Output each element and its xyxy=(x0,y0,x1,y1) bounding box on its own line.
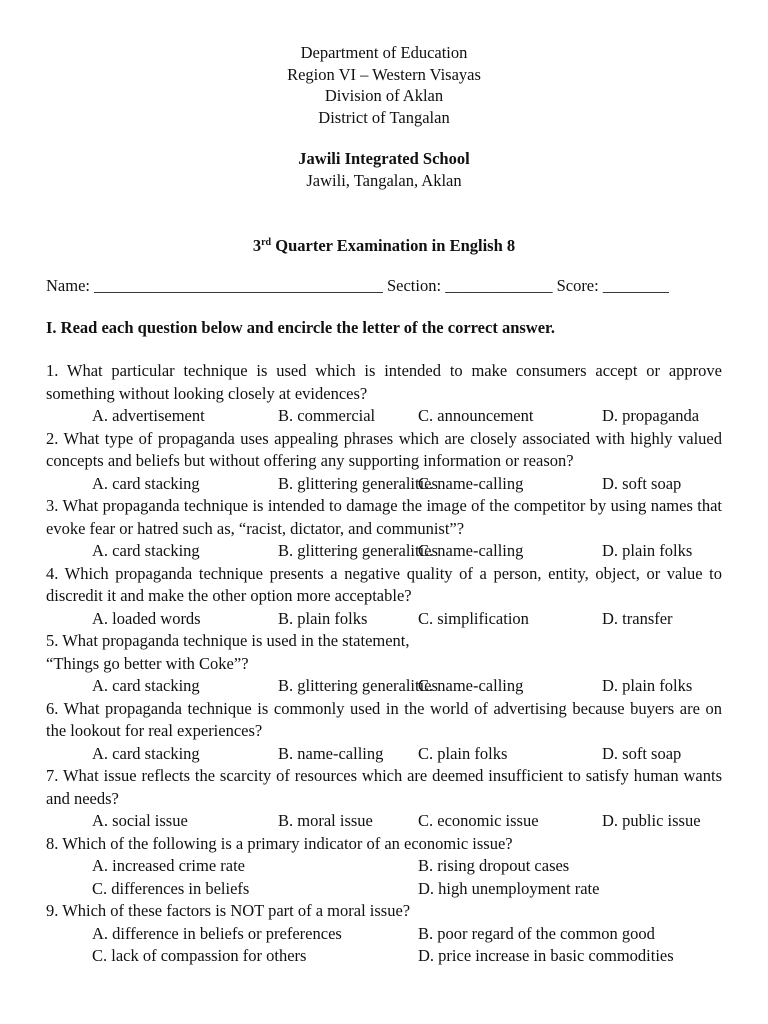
section-label: Section: xyxy=(386,276,442,295)
question-text: 3. What propaganda technique is intended to damage the image of the competitor by using names that evoke fear or hatred such as, “racist, dictator, and communist”? xyxy=(46,496,722,538)
district-name: District of Tangalan xyxy=(318,107,450,127)
answer-option[interactable]: C. name-calling xyxy=(418,541,524,560)
student-info-line xyxy=(46,276,722,296)
division-name: Division of Aklan xyxy=(324,86,444,105)
answer-options-row xyxy=(46,945,722,968)
instruction-text: I. Read each question below and encircle the letter of the correct answer. xyxy=(46,318,555,337)
school-name: Jawili Integrated School xyxy=(298,149,470,168)
answer-option[interactable]: B. poor regard of the common good xyxy=(418,923,655,943)
question-text: 2. What type of propaganda uses appealing phrases which are closely associated with highly valued concepts and beliefs but without offering any supporting information or reason? xyxy=(46,428,722,470)
answer-option[interactable]: A. card stacking xyxy=(92,473,200,493)
answer-option[interactable]: D. price increase in basic commodities xyxy=(418,946,674,965)
answer-option[interactable]: B. plain folks xyxy=(278,608,368,628)
answer-option[interactable]: B. glittering generalities xyxy=(278,473,438,493)
answer-option[interactable]: B. name-calling xyxy=(278,743,384,763)
question-text: 5. What propaganda technique is used in the statement, “Things go better with Coke”? xyxy=(46,631,410,673)
region-name: Region VI – Western Visayas xyxy=(287,64,481,84)
answer-option[interactable]: C. plain folks xyxy=(418,743,508,763)
answer-option[interactable]: C. differences in beliefs xyxy=(92,878,250,898)
question-text: 6. What propaganda technique is commonly used in the world of advertising because buyers are on the lookout for real experiences? xyxy=(46,698,722,740)
answer-options-row xyxy=(46,855,722,878)
answer-option[interactable]: D. transfer xyxy=(602,608,673,628)
question-text: 4. Which propaganda technique presents a negative quality of a person, entity, object, or value to discredit it and make the other option more acceptable? xyxy=(46,563,722,605)
answer-option[interactable]: A. card stacking xyxy=(92,743,200,763)
answer-options-row xyxy=(46,810,722,833)
department-name: Department of Education xyxy=(300,43,468,62)
answer-option[interactable]: A. advertisement xyxy=(92,406,205,425)
answer-options-row xyxy=(46,405,722,428)
exam-title-number: 3 xyxy=(252,236,262,255)
answer-option[interactable]: B. rising dropout cases xyxy=(418,856,570,875)
name-blank[interactable]: ___________________________________ xyxy=(94,276,383,295)
exam-title-text: Quarter Examination in English 8 xyxy=(271,236,516,255)
score-blank[interactable]: ________ xyxy=(602,276,669,295)
answer-option[interactable]: D. propaganda xyxy=(602,406,700,425)
answer-options-row xyxy=(46,743,722,766)
answer-option[interactable]: D. soft soap xyxy=(602,473,682,493)
answer-option[interactable]: C. announcement xyxy=(418,406,534,425)
answer-options-row xyxy=(46,675,722,698)
answer-options-row xyxy=(46,608,722,631)
answer-option[interactable]: C. lack of compassion for others xyxy=(92,946,307,965)
answer-option[interactable]: A. loaded words xyxy=(92,608,201,628)
question-text: 9. Which of these factors is NOT part of a moral issue? xyxy=(46,901,411,920)
score-label: Score: xyxy=(556,276,599,295)
answer-options-row xyxy=(46,878,722,901)
answer-options-row xyxy=(46,923,722,946)
answer-option[interactable]: C. economic issue xyxy=(418,811,539,830)
answer-option[interactable]: C. name-calling xyxy=(418,676,524,695)
school-address: Jawili, Tangalan, Aklan xyxy=(306,170,462,190)
answer-options-row xyxy=(46,473,722,496)
answer-option[interactable]: A. difference in beliefs or preferences xyxy=(92,923,342,943)
question-list xyxy=(46,360,722,968)
question-text: 7. What issue reflects the scarcity of resources which are deemed insufficient to satisfy human wants and needs? xyxy=(46,766,722,808)
name-label: Name: xyxy=(46,276,90,295)
answer-option[interactable]: C. simplification xyxy=(418,608,529,628)
answer-option[interactable]: C. name-calling xyxy=(418,473,524,493)
answer-option[interactable]: B. glittering generalities xyxy=(278,676,438,695)
answer-option[interactable]: B. glittering generalities xyxy=(278,541,438,560)
exam-title-ordinal: rd xyxy=(261,237,272,248)
answer-option[interactable]: A. card stacking xyxy=(92,541,200,560)
answer-option[interactable]: B. commercial xyxy=(278,406,376,425)
answer-option[interactable]: D. plain folks xyxy=(602,541,693,560)
answer-option[interactable]: D. soft soap xyxy=(602,743,682,763)
answer-option[interactable]: A. social issue xyxy=(92,811,188,830)
question-text: 8. Which of the following is a primary indicator of an economic issue? xyxy=(46,833,513,853)
question-text: 1. What particular technique is used which is intended to make consumers accept or approve something without looking closely at evidences? xyxy=(46,361,722,403)
answer-option[interactable]: D. plain folks xyxy=(602,676,693,695)
answer-option[interactable]: A. card stacking xyxy=(92,676,200,695)
exam-title xyxy=(0,236,768,256)
answer-options-row xyxy=(46,540,722,563)
section-blank[interactable]: _____________ xyxy=(445,276,553,295)
answer-option[interactable]: A. increased crime rate xyxy=(92,856,245,875)
document-header xyxy=(0,42,768,191)
answer-option[interactable]: B. moral issue xyxy=(278,811,373,830)
answer-option[interactable]: D. high unemployment rate xyxy=(418,878,600,898)
answer-option[interactable]: D. public issue xyxy=(602,811,701,830)
